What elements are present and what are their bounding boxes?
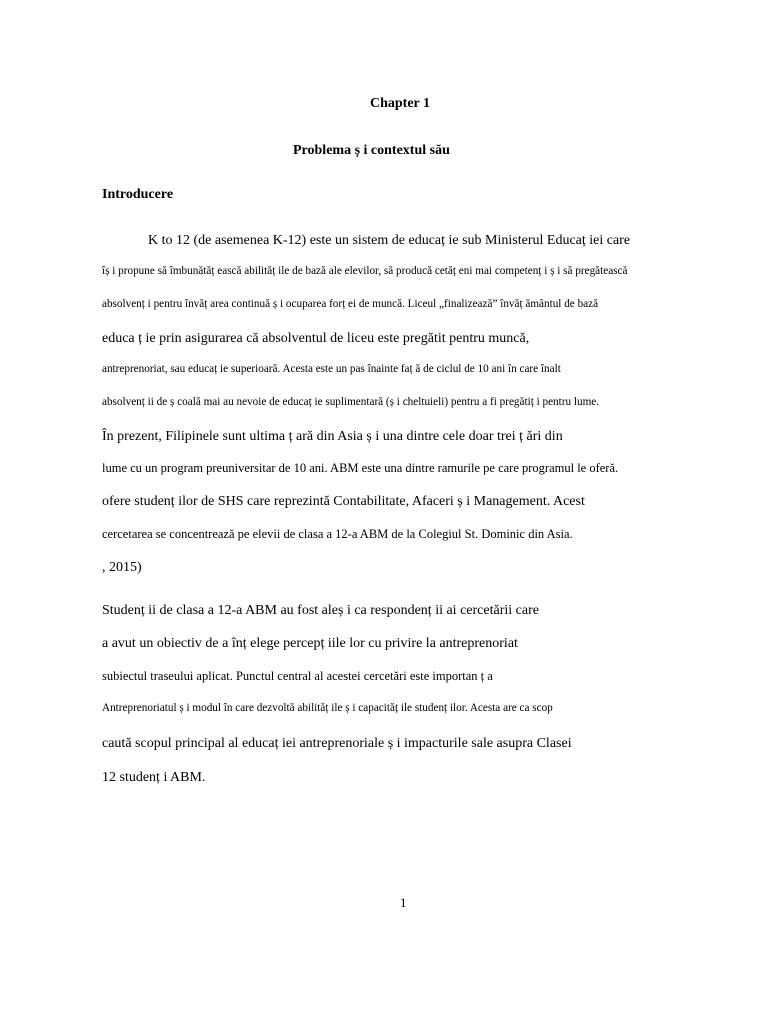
text-line: educa ț ie prin asigurarea că absolventul de liceu este pregătit pentru muncă, [102, 331, 530, 346]
text-line: a avut un obiectiv de a înț elege percepț iile lor cu privire la antreprenoriat [102, 636, 518, 651]
text-line: 12 studenț i ABM. [102, 770, 206, 785]
text-line: cercetarea se concentrează pe elevii de clasa a 12-a ABM de la Colegiul St. Dominic din Asia. [102, 527, 573, 541]
text-line: îș i propune să îmbunătăț ească abilităț ile de bază ale elevilor, să producă cetăț eni mai competenț i ș i să pregătească [102, 265, 628, 277]
text-line: absolvenț i pentru învăț area continuă ș i ocuparea forț ei de muncă. Liceul „finalizează” învăț ământul de bază [102, 298, 599, 310]
text-line: subiectul traseului aplicat. Punctul central al acestei cercetări este importan ț a [102, 669, 493, 683]
chapter-title: Problema ș i contextul său [293, 143, 450, 158]
text-line: Studenț ii de clasa a 12-a ABM au fost aleș i ca respondenț ii ai cercetării care [102, 603, 539, 618]
section-heading: Introducere [102, 187, 174, 202]
text-line: lume cu un program preuniversitar de 10 ani. ABM este una dintre ramurile pe care programul le oferă. [102, 461, 619, 475]
text-line: ofere studenț ilor de SHS care reprezintă Contabilitate, Afaceri ș i Management. Acest [102, 494, 585, 509]
page-number: 1 [400, 895, 407, 910]
chapter-heading: Chapter 1 [370, 96, 431, 111]
text-line: caută scopul principal al educaț iei antreprenoriale ș i impacturile sale asupra Clasei [102, 736, 572, 751]
text-line: K to 12 (de asemenea K-12) este un sistem de educaț ie sub Ministerul Educaț iei care [148, 233, 631, 248]
text-line: absolvenț ii de ș coală mai au nevoie de educaț ie suplimentară (ș i cheltuieli) pentru a fi pregătiț i pentru lume. [102, 396, 600, 408]
text-line: antreprenoriat, sau educaț ie superioară. Acesta este un pas înainte faț ă de ciclul de 10 ani în care înalt [102, 363, 561, 375]
text-line: , 2015) [102, 560, 142, 575]
text-line: Antreprenoriatul ș i modul în care dezvoltă abilităț ile ș i capacităț ile studenț ilor. Acesta are ca scop [102, 702, 553, 714]
text-line: În prezent, Filipinele sunt ultima ț ară din Asia ș i una dintre cele doar trei ț ări din [102, 429, 563, 444]
